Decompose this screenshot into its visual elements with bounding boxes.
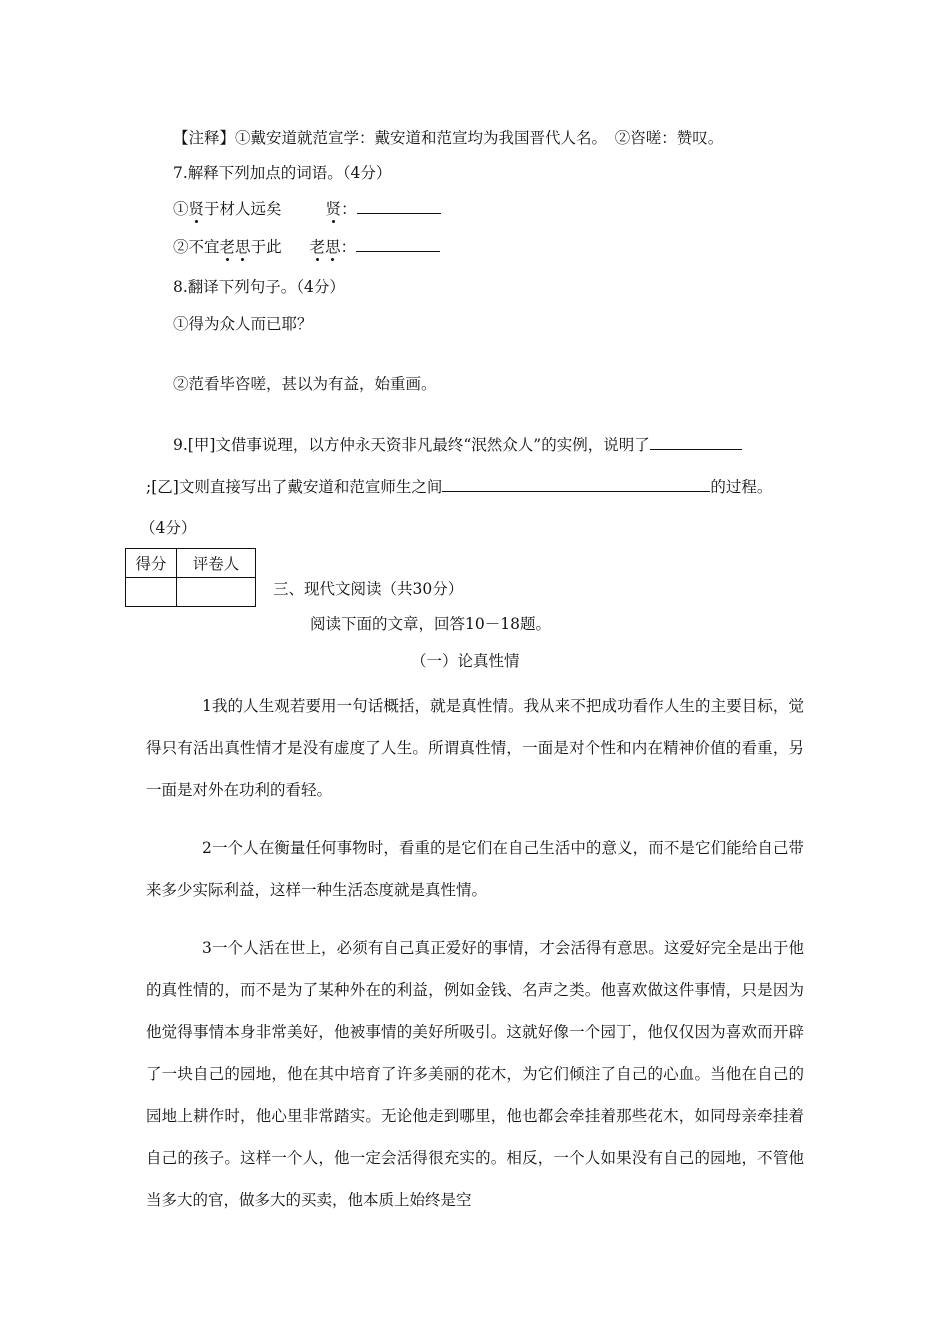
score-header: 得分 (126, 549, 177, 578)
q7-title: 7.解释下列加点的词语。（4分） (173, 164, 392, 182)
dotted-char: 老 (219, 238, 236, 256)
score-cell[interactable] (126, 578, 177, 607)
q9-line2a-text: ;[乙]文则直接写出了戴安道和范宣师生之间 (146, 478, 443, 496)
answer-blank[interactable] (650, 435, 742, 450)
dotted-char: 老 (309, 238, 326, 256)
q9-line-1 (173, 434, 742, 456)
q7-item2-pre: 不宜 (188, 238, 220, 256)
q7-item2-post: 于此 (250, 238, 282, 256)
q7-item2-prefix: ② (173, 238, 189, 256)
q9-line2b-text: 的过程。 (710, 478, 773, 496)
q9-line-2 (146, 476, 772, 498)
dotted-char: 贤 (188, 200, 205, 218)
q7-item2-label-post: ： (340, 238, 357, 256)
annotation-note: 【注释】①戴安道就范宣学：戴安道和范宣均为我国晋代人名。 ②咨嗟：赞叹。 (173, 129, 724, 147)
dotted-char: 思 (325, 238, 341, 256)
paragraph-2 (146, 827, 804, 911)
paragraph-text: 3一个人活在世上，必须有自己真正爱好的事情，才会活得有意思。这爱好完全是出于他的真性情的，而不是为了某种外在的利益，例如金钱、名声之类。他喜欢做这件事情，只是因为他觉得事情本身非常美好，他被事情的美好所吸引。这就好像一个园丁，他仅仅因为喜欢而开辟了一块自己的园地，他在其中培育了许多美丽的花木，为它们倾注了自己的心血。当他在自己的园地上耕作时，他心里非常踏实。无论他走到哪里，他也都会牵挂着那些花木，如同母亲牵挂着自己的孩子。这样一个人，他一定会活得很充实的。相反，一个人如果没有自己的园地，不管他当多大的官，做多大的买卖，他本质上始终是空 (146, 939, 804, 1209)
dotted-char: 贤 (325, 200, 342, 218)
q7-item-2 (173, 236, 440, 258)
answer-blank[interactable] (357, 199, 441, 214)
q8-title: 8.翻译下列句子。（4分） (173, 278, 345, 296)
paragraph-3 (146, 927, 804, 1221)
paragraph-1 (146, 685, 804, 811)
article-title: （一）论真性情 (411, 652, 520, 670)
q9-line-3: （4分） (140, 519, 197, 537)
section-title: 三、现代文阅读（共30分） (273, 580, 464, 598)
q7-item1-post: 于材人远矣 (204, 200, 282, 218)
q7-item1-label-post: ： (341, 200, 357, 218)
q8-sentence-1: ①得为众人而已耶？ (173, 315, 313, 333)
q7-item1-prefix: ① (173, 200, 189, 218)
section-instruction: 阅读下面的文章，回答10－18题。 (310, 615, 551, 633)
grader-header: 评卷人 (177, 549, 256, 578)
q9-line1-text: 9.[甲]文借事说理，以方仲永天资非凡最终“泯然众人”的实例，说明了 (173, 436, 650, 454)
answer-blank[interactable] (356, 237, 440, 252)
paragraph-text: 1我的人生观若要用一句话概括，就是真性情。我从来不把成功看作人生的主要目标，觉得只有活出真性情才是没有虚度了人生。所谓真性情，一面是对个性和内在精神价值的看重，另一面是对外在功利的看轻。 (146, 697, 804, 799)
grader-cell[interactable] (177, 578, 256, 607)
q8-sentence-2: ②范看毕咨嗟，甚以为有益，始重画。 (173, 375, 437, 393)
dotted-char: 思 (235, 238, 251, 256)
q7-item-1 (173, 198, 441, 220)
paragraph-text: 2一个人在衡量任何事物时，看重的是它们在自己生活中的意义，而不是它们能给自己带来多少实际利益，这样一种生活态度就是真性情。 (146, 839, 804, 899)
answer-blank[interactable] (442, 477, 710, 492)
score-table (125, 548, 256, 607)
